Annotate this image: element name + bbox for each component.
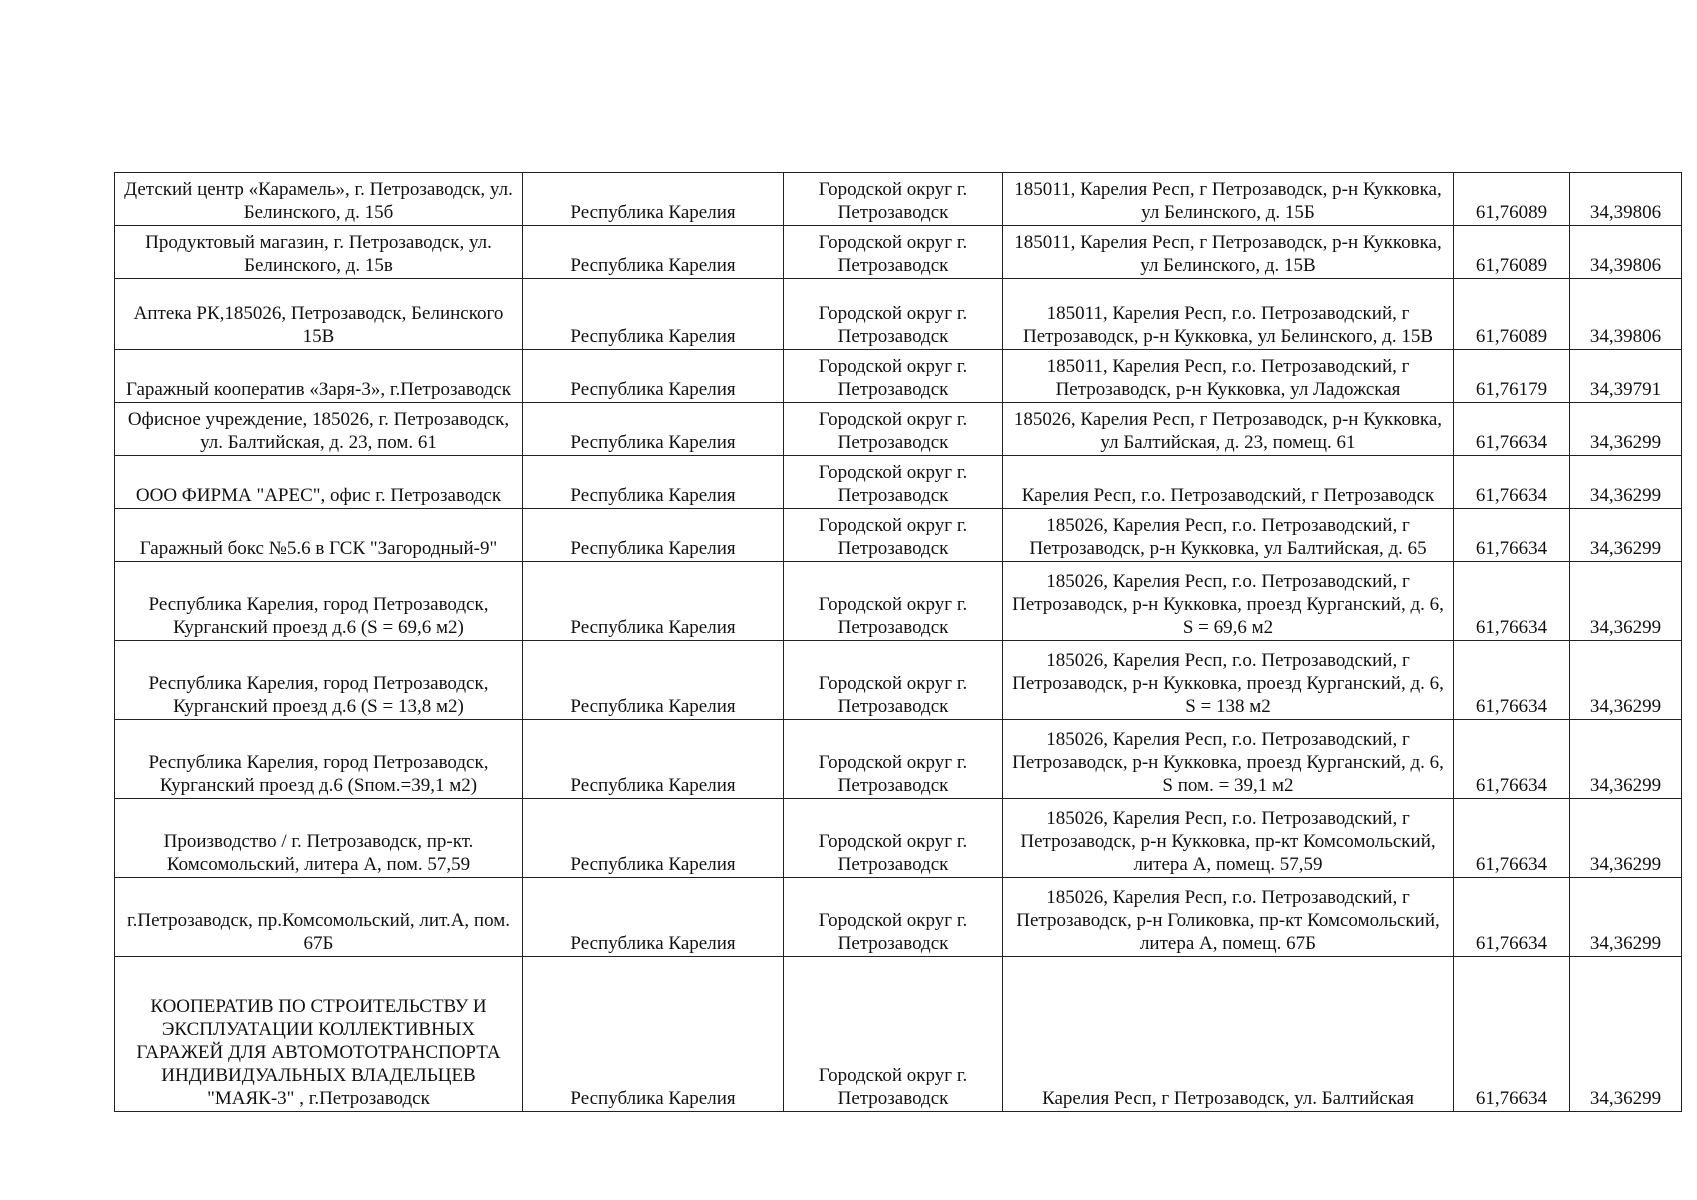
district-cell: Городской округ г. Петрозаводск: [784, 509, 1003, 562]
district-cell: Городской округ г. Петрозаводск: [784, 226, 1003, 279]
longitude-cell: 34,36299: [1570, 509, 1682, 562]
district-cell: Городской округ г. Петрозаводск: [784, 350, 1003, 403]
address-cell: 185011, Карелия Респ, г.о. Петрозаводский, г Петрозаводск, р-н Кукковка, ул Белинского, д. 15В: [1003, 279, 1454, 350]
object-name-cell: г.Петрозаводск, пр.Комсомольский, лит.А, пом. 67Б: [115, 878, 523, 957]
district-cell: Городской округ г. Петрозаводск: [784, 641, 1003, 720]
table-row: [115, 641, 1682, 720]
longitude-cell: 34,36299: [1570, 720, 1682, 799]
address-cell: 185026, Карелия Респ, г Петрозаводск, р-н Кукковка, ул Балтийская, д. 23, помещ. 61: [1003, 403, 1454, 456]
region-cell: Республика Карелия: [523, 957, 784, 1112]
longitude-cell: 34,39806: [1570, 226, 1682, 279]
latitude-cell: 61,76179: [1454, 350, 1570, 403]
longitude-cell: 34,36299: [1570, 878, 1682, 957]
district-cell: Городской округ г. Петрозаводск: [784, 878, 1003, 957]
object-name-cell: Гаражный бокс №5.6 в ГСК "Загородный-9": [115, 509, 523, 562]
latitude-cell: 61,76089: [1454, 173, 1570, 226]
table-row: [115, 878, 1682, 957]
district-cell: Городской округ г. Петрозаводск: [784, 957, 1003, 1112]
address-cell: Карелия Респ, г.о. Петрозаводский, г Петрозаводск: [1003, 456, 1454, 509]
longitude-cell: 34,36299: [1570, 456, 1682, 509]
district-cell: Городской округ г. Петрозаводск: [784, 456, 1003, 509]
latitude-cell: 61,76634: [1454, 403, 1570, 456]
table-row: [115, 279, 1682, 350]
address-cell: 185026, Карелия Респ, г.о. Петрозаводский, г Петрозаводск, р-н Кукковка, пр-кт Комсомольский, литера А, помещ. 57,59: [1003, 799, 1454, 878]
latitude-cell: 61,76634: [1454, 456, 1570, 509]
address-cell: 185026, Карелия Респ, г.о. Петрозаводский, г Петрозаводск, р-н Кукковка, ул Балтийская, д. 65: [1003, 509, 1454, 562]
latitude-cell: 61,76634: [1454, 509, 1570, 562]
region-cell: Республика Карелия: [523, 279, 784, 350]
table-row: [115, 957, 1682, 1112]
district-cell: Городской округ г. Петрозаводск: [784, 799, 1003, 878]
longitude-cell: 34,36299: [1570, 957, 1682, 1112]
district-cell: Городской округ г. Петрозаводск: [784, 173, 1003, 226]
address-cell: 185026, Карелия Респ, г.о. Петрозаводский, г Петрозаводск, р-н Кукковка, проезд Курганский, д. 6, S = 69,6 м2: [1003, 562, 1454, 641]
latitude-cell: 61,76634: [1454, 957, 1570, 1112]
latitude-cell: 61,76634: [1454, 562, 1570, 641]
region-cell: Республика Карелия: [523, 456, 784, 509]
region-cell: Республика Карелия: [523, 226, 784, 279]
latitude-cell: 61,76634: [1454, 799, 1570, 878]
table-row: [115, 350, 1682, 403]
address-cell: 185026, Карелия Респ, г.о. Петрозаводский, г Петрозаводск, р-н Голиковка, пр-кт Комсомольский, литера А, помещ. 67Б: [1003, 878, 1454, 957]
table-row: [115, 403, 1682, 456]
region-cell: Республика Карелия: [523, 878, 784, 957]
table-row: [115, 562, 1682, 641]
longitude-cell: 34,39791: [1570, 350, 1682, 403]
object-name-cell: Республика Карелия, город Петрозаводск, Курганский проезд д.6 (S = 13,8 м2): [115, 641, 523, 720]
address-cell: Карелия Респ, г Петрозаводск, ул. Балтийская: [1003, 957, 1454, 1112]
address-cell: 185011, Карелия Респ, г Петрозаводск, р-н Кукковка, ул Белинского, д. 15В: [1003, 226, 1454, 279]
longitude-cell: 34,36299: [1570, 562, 1682, 641]
address-cell: 185026, Карелия Респ, г.о. Петрозаводский, г Петрозаводск, р-н Кукковка, проезд Курганский, д. 6, S = 138 м2: [1003, 641, 1454, 720]
latitude-cell: 61,76089: [1454, 226, 1570, 279]
address-cell: 185026, Карелия Респ, г.о. Петрозаводский, г Петрозаводск, р-н Кукковка, проезд Курганский, д. 6, S пом. = 39,1 м2: [1003, 720, 1454, 799]
latitude-cell: 61,76634: [1454, 720, 1570, 799]
table-row: [115, 226, 1682, 279]
region-cell: Республика Карелия: [523, 562, 784, 641]
district-cell: Городской округ г. Петрозаводск: [784, 720, 1003, 799]
latitude-cell: 61,76089: [1454, 279, 1570, 350]
longitude-cell: 34,36299: [1570, 799, 1682, 878]
latitude-cell: 61,76634: [1454, 878, 1570, 957]
object-name-cell: ООО ФИРМА "АРЕС", офис г. Петрозаводск: [115, 456, 523, 509]
object-name-cell: Детский центр «Карамель», г. Петрозаводск, ул. Белинского, д. 15б: [115, 173, 523, 226]
longitude-cell: 34,36299: [1570, 641, 1682, 720]
region-cell: Республика Карелия: [523, 799, 784, 878]
table-row: [115, 456, 1682, 509]
district-cell: Городской округ г. Петрозаводск: [784, 403, 1003, 456]
district-cell: Городской округ г. Петрозаводск: [784, 562, 1003, 641]
latitude-cell: 61,76634: [1454, 641, 1570, 720]
address-cell: 185011, Карелия Респ, г.о. Петрозаводский, г Петрозаводск, р-н Кукковка, ул Ладожская: [1003, 350, 1454, 403]
object-name-cell: Республика Карелия, город Петрозаводск, Курганский проезд д.6 (Sпом.=39,1 м2): [115, 720, 523, 799]
objects-table: [114, 172, 1682, 1112]
table-row: [115, 173, 1682, 226]
region-cell: Республика Карелия: [523, 720, 784, 799]
region-cell: Республика Карелия: [523, 641, 784, 720]
table-row: [115, 509, 1682, 562]
region-cell: Республика Карелия: [523, 509, 784, 562]
region-cell: Республика Карелия: [523, 403, 784, 456]
table-row: [115, 720, 1682, 799]
object-name-cell: Продуктовый магазин, г. Петрозаводск, ул. Белинского, д. 15в: [115, 226, 523, 279]
table-row: [115, 799, 1682, 878]
region-cell: Республика Карелия: [523, 173, 784, 226]
object-name-cell: Производство / г. Петрозаводск, пр-кт. Комсомольский, литера А, пом. 57,59: [115, 799, 523, 878]
longitude-cell: 34,39806: [1570, 279, 1682, 350]
objects-table-body: [115, 173, 1682, 1112]
object-name-cell: Гаражный кооператив «Заря-3», г.Петрозаводск: [115, 350, 523, 403]
longitude-cell: 34,39806: [1570, 173, 1682, 226]
object-name-cell: КООПЕРАТИВ ПО СТРОИТЕЛЬСТВУ И ЭКСПЛУАТАЦИИ КОЛЛЕКТИВНЫХ ГАРАЖЕЙ ДЛЯ АВТОМОТОТРАНСПОРТА ИНДИВИДУАЛЬНЫХ ВЛАДЕЛЬЦЕВ "МАЯК-3" , г.Петрозаводск: [115, 957, 523, 1112]
object-name-cell: Офисное учреждение, 185026, г. Петрозаводск, ул. Балтийская, д. 23, пом. 61: [115, 403, 523, 456]
address-cell: 185011, Карелия Респ, г Петрозаводск, р-н Кукковка, ул Белинского, д. 15Б: [1003, 173, 1454, 226]
object-name-cell: Аптека РК,185026, Петрозаводск, Белинского 15В: [115, 279, 523, 350]
object-name-cell: Республика Карелия, город Петрозаводск, Курганский проезд д.6 (S = 69,6 м2): [115, 562, 523, 641]
longitude-cell: 34,36299: [1570, 403, 1682, 456]
region-cell: Республика Карелия: [523, 350, 784, 403]
district-cell: Городской округ г. Петрозаводск: [784, 279, 1003, 350]
